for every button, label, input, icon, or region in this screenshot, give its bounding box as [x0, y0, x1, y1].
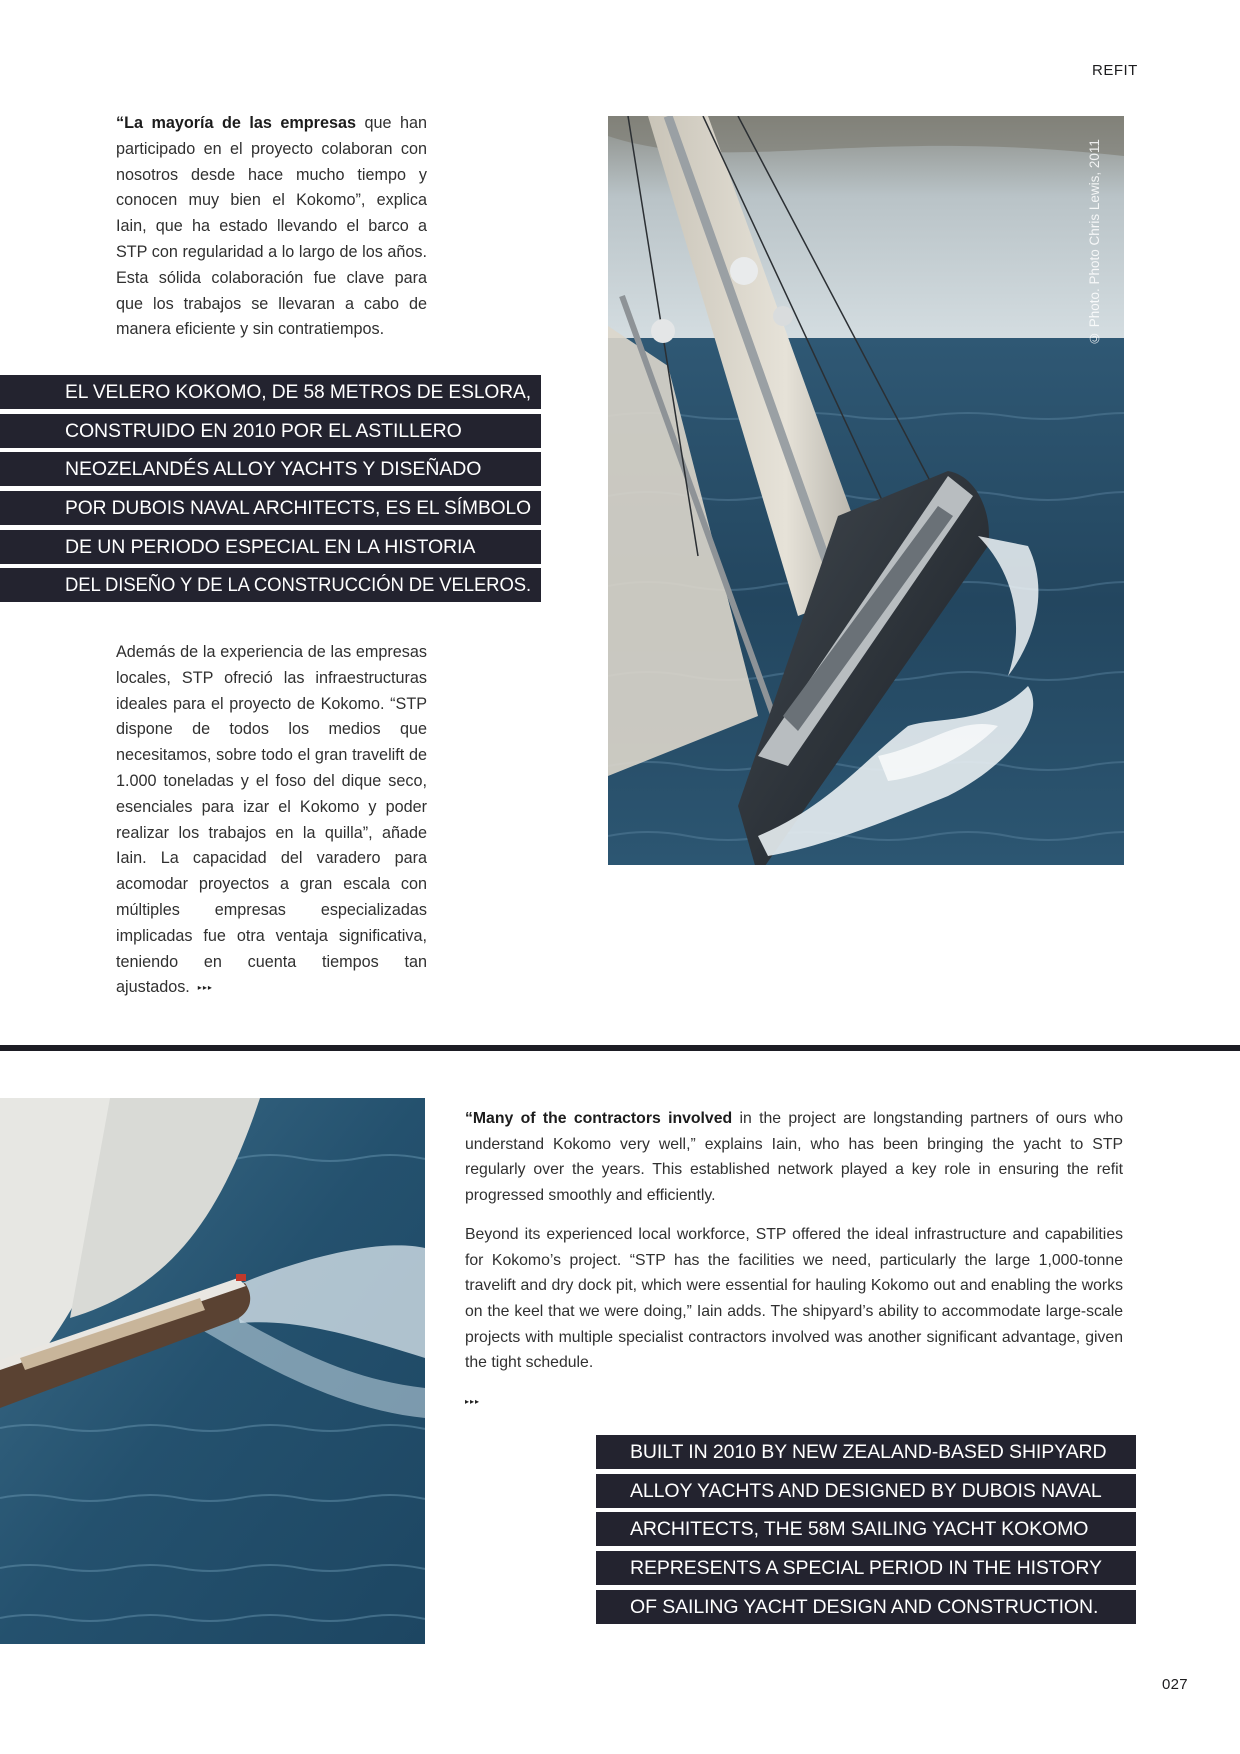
english-intro-bold: “Many of the contractors involved — [465, 1110, 733, 1127]
pullquote-line: DE UN PERIODO ESPECIAL EN LA HISTORIA — [0, 530, 541, 564]
english-intro-paragraph — [465, 1106, 1123, 1209]
pullquote-line: DEL DISEÑO Y DE LA CONSTRUCCIÓN DE VELEROS. — [0, 568, 541, 602]
pullquote-line: OF SAILING YACHT DESIGN AND CONSTRUCTION. — [596, 1590, 1136, 1624]
yacht-sailing-photo — [608, 116, 1124, 865]
pullquote-line: CONSTRUIDO EN 2010 POR EL ASTILLERO — [0, 414, 541, 448]
page-number: 027 — [1162, 1676, 1188, 1693]
spanish-pullquote — [0, 375, 541, 607]
section-divider — [0, 1045, 1240, 1051]
english-intro-text: in the project are longstanding partners of ours who understand Kokomo very well,” explains Iain, who has been bringing the yacht to STP regularly over the years. This established network played a key role in ensuring the refit progressed smoothly and efficiently. — [465, 1110, 1123, 1205]
spanish-body-text: Además de la experiencia de las empresas locales, STP ofreció las infraestructuras ideales para el proyecto de Kokomo. “STP dispone de todos los medios que necesitamos, sobre todo el gran travelift de 1.000 toneladas y el foso del dique seco, esenciales para izar el Kokomo y poder realizar los trabajos en la quilla”, añade Iain. La capacidad del varadero para acomodar proyectos a gran escala con múltiples empresas especializadas implicadas fue otra ventaja significativa, teniendo en cuenta tiempos tan ajustados. — [116, 643, 427, 997]
english-body-paragraph — [465, 1222, 1123, 1376]
pullquote-line: POR DUBOIS NAVAL ARCHITECTS, ES EL SÍMBOLO — [0, 491, 541, 525]
spanish-body-paragraph — [116, 640, 427, 1001]
photo-credit: © Photo. Photo Chris Lewis, 2011 — [1087, 139, 1102, 346]
yacht-aerial-photo — [0, 1098, 425, 1644]
section-label: REFIT — [1092, 62, 1138, 79]
pullquote-line: ARCHITECTS, THE 58M SAILING YACHT KOKOMO — [596, 1512, 1136, 1546]
pullquote-line: ALLOY YACHTS AND DESIGNED BY DUBOIS NAVAL — [596, 1474, 1136, 1508]
spanish-intro-bold: “La mayoría de las empresas — [116, 114, 356, 132]
continue-arrows-icon: ▸▸▸ — [197, 983, 213, 993]
continue-arrows-icon: ▸▸▸ — [465, 1397, 481, 1407]
english-body-text: Beyond its experienced local workforce, STP offered the ideal infrastructure and capabilities for Kokomo’s project. “STP has the facilities we need, particularly the large 1,000-tonne travelift and dry dock pit, which were essential for hauling Kokomo out and enabling the works on the keel that we were doing,” Iain adds. The shipyard’s ability to accommodate large-scale projects with multiple specialist contractors involved was another significant advantage, given the tight schedule. — [465, 1225, 1123, 1372]
english-pullquote — [596, 1435, 1136, 1628]
spanish-intro-paragraph — [116, 111, 427, 343]
pullquote-line: EL VELERO KOKOMO, DE 58 METROS DE ESLORA, — [0, 375, 541, 409]
pullquote-line: BUILT IN 2010 BY NEW ZEALAND-BASED SHIPYARD — [596, 1435, 1136, 1469]
pullquote-line: NEOZELANDÉS ALLOY YACHTS Y DISEÑADO — [0, 452, 541, 486]
pullquote-line: REPRESENTS A SPECIAL PERIOD IN THE HISTORY — [596, 1551, 1136, 1585]
spanish-intro-text: que han participado en el proyecto colaboran con nosotros desde hace mucho tiempo y conocen muy bien el Kokomo”, explica Iain, que ha estado llevando el barco a STP con regularidad a lo largo de los años. Esta sólida colaboración fue clave para que los trabajos se llevaran a cabo de manera eficiente y sin contratiempos. — [116, 114, 427, 339]
english-text-column — [465, 1106, 1123, 1415]
